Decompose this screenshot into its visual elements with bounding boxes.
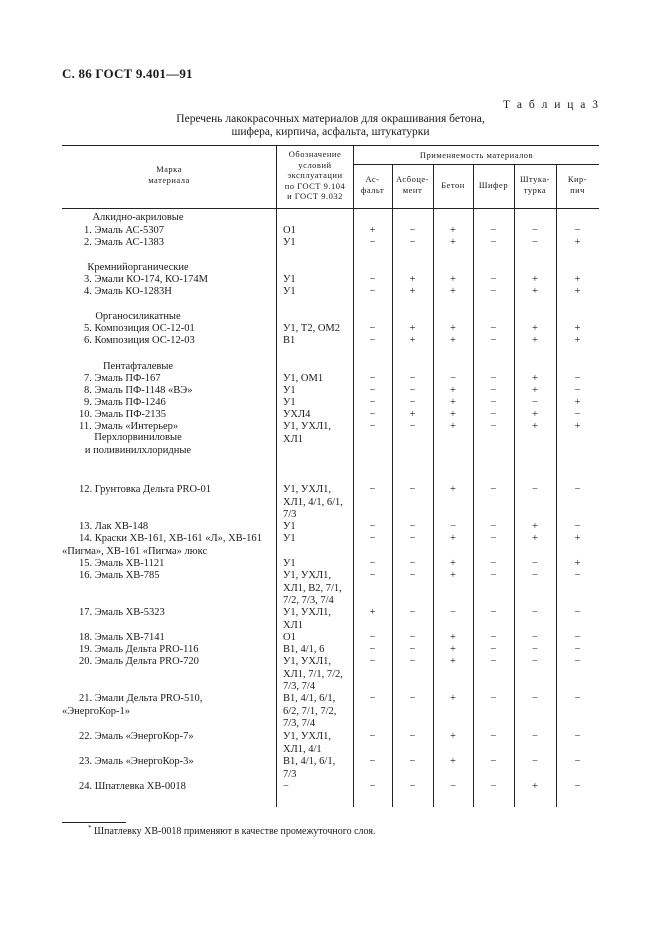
applicability-mark: − xyxy=(409,421,416,432)
material-cell xyxy=(84,397,276,410)
material-line: 18. Эмаль ХВ-7141 xyxy=(79,632,165,643)
conditions-line: ХЛ1, 4/1 xyxy=(283,743,322,755)
applicability-mark: − xyxy=(450,521,456,532)
conditions-cell xyxy=(283,632,296,645)
table-label: Т а б л и ц а 3 xyxy=(502,99,600,111)
applicability-mark: − xyxy=(490,693,497,704)
applicability-mark: − xyxy=(409,373,416,384)
conditions-line: У1, УХЛ1, xyxy=(283,484,331,495)
applicability-mark: − xyxy=(369,533,376,544)
conditions-line: У1 xyxy=(283,237,296,248)
material-cell xyxy=(79,607,271,620)
conditions-line: У1, УХЛ1, xyxy=(283,731,331,742)
conditions-line: В1, 4/1, 6 xyxy=(283,644,325,655)
applicability-mark: − xyxy=(532,756,538,767)
table-top-rule xyxy=(62,145,599,146)
applicability-mark: − xyxy=(574,731,581,742)
footnote-text: Шпатлевку ХВ-0018 применяют в качестве промежуточного слоя. xyxy=(91,826,376,837)
material-cell xyxy=(84,373,276,386)
applicability-mark: + xyxy=(532,521,538,532)
applicability-mark: − xyxy=(490,558,497,569)
material-cell xyxy=(79,558,271,571)
column-divider xyxy=(276,145,277,807)
applicability-mark: − xyxy=(574,644,581,655)
applicability-mark: + xyxy=(450,558,456,569)
material-line: 10. Эмаль ПФ-2135 xyxy=(79,409,167,420)
table-caption xyxy=(0,113,661,139)
material-line: 5. Композиция ОС-12-01 xyxy=(84,323,195,334)
applicability-mark: + xyxy=(450,323,456,334)
applicability-mark: + xyxy=(574,286,581,297)
footnote-rule xyxy=(62,822,126,823)
conditions-line: У1 xyxy=(283,385,296,396)
caption-line: шифера, кирпича, асфальта, штукатурки xyxy=(231,126,430,138)
conditions-cell xyxy=(283,397,296,410)
applicability-mark: − xyxy=(409,756,416,767)
material-line: 15. Эмаль ХВ-1121 xyxy=(79,558,165,569)
conditions-line: ХЛ1, 4/1, 6/1, xyxy=(283,496,343,508)
material-line: 20. Эмаль Дельта PRO-720 xyxy=(79,656,199,667)
applicability-mark: + xyxy=(532,274,538,285)
material-line: 6. Композиция ОС-12-03 xyxy=(84,335,195,346)
conditions-line: У1 xyxy=(283,274,296,285)
material-line: 23. Эмаль «ЭнергоКор-3» xyxy=(79,756,194,767)
applicability-mark: − xyxy=(490,533,497,544)
conditions-cell xyxy=(283,644,324,657)
conditions-line: 6/2, 7/1, 7/2, xyxy=(283,705,337,717)
conditions-line: О1 xyxy=(283,632,296,643)
applicability-mark: − xyxy=(369,570,376,581)
applicability-mark: − xyxy=(532,225,538,236)
applicability-mark: − xyxy=(369,335,376,346)
conditions-line: 7/3 xyxy=(283,509,297,520)
applicability-mark: − xyxy=(490,484,497,495)
material-line: 8. Эмаль ПФ-1148 «ВЭ» xyxy=(84,385,193,396)
applicability-mark: − xyxy=(490,274,497,285)
conditions-line: У1, УХЛ1, xyxy=(283,656,331,667)
applicability-mark: − xyxy=(409,385,416,396)
applicability-mark: + xyxy=(450,274,456,285)
group-heading xyxy=(0,432,276,457)
material-cell xyxy=(84,237,276,250)
header-slate: Шифер xyxy=(478,180,509,190)
applicability-mark: + xyxy=(574,558,581,569)
material-cell xyxy=(79,570,271,583)
header-concrete: Бетон xyxy=(441,180,465,190)
applicability-mark: − xyxy=(532,644,538,655)
material-cell xyxy=(84,225,276,238)
applicability-mark: − xyxy=(532,484,538,495)
applicability-mark: + xyxy=(450,632,456,643)
conditions-line: У1, ОМ1 xyxy=(283,373,324,384)
conditions-line: В1, 4/1, 6/1, xyxy=(283,693,336,704)
applicability-mark: − xyxy=(490,632,497,643)
conditions-line: У1 xyxy=(283,558,296,569)
applicability-mark: − xyxy=(369,521,376,532)
conditions-line: У1 xyxy=(283,286,296,297)
applicability-mark: − xyxy=(490,644,497,655)
conditions-line: У1 xyxy=(283,521,296,532)
applicability-mark: + xyxy=(450,421,456,432)
applicability-mark: − xyxy=(490,409,497,420)
applicability-mark: + xyxy=(532,385,538,396)
conditions-line: О1 xyxy=(283,225,296,236)
material-line: «Пигма», ХВ-161 «Пигма» люкс xyxy=(62,545,208,557)
applicability-mark: − xyxy=(409,397,416,408)
conditions-line: У1 xyxy=(283,397,296,408)
applicability-mark: − xyxy=(532,397,538,408)
applicability-mark: + xyxy=(574,533,581,544)
applicability-mark: − xyxy=(409,533,416,544)
applicability-mark: − xyxy=(409,237,416,248)
material-line: 21. Эмали Дельта PRO-510, xyxy=(79,693,203,704)
applicability-mark: − xyxy=(369,644,376,655)
conditions-line: ХЛ1, 7/1, 7/2, xyxy=(283,668,343,680)
header-brick: Кир- пич xyxy=(567,174,588,195)
applicability-mark: − xyxy=(574,570,581,581)
applicability-mark: + xyxy=(369,607,376,618)
conditions-cell xyxy=(283,409,310,422)
material-line: 9. Эмаль ПФ-1246 xyxy=(84,397,166,408)
conditions-cell xyxy=(283,781,289,794)
applicability-mark: + xyxy=(574,421,581,432)
conditions-cell xyxy=(283,484,343,522)
applicability-mark: − xyxy=(532,570,538,581)
applicability-mark: + xyxy=(574,237,581,248)
group-heading-line: Пентафталевые xyxy=(102,361,174,372)
applicability-mark: + xyxy=(574,274,581,285)
applicability-mark: − xyxy=(490,385,497,396)
applicability-mark: − xyxy=(409,607,416,618)
applicability-mark: − xyxy=(369,656,376,667)
material-cell xyxy=(79,656,271,669)
applicability-mark: − xyxy=(369,274,376,285)
applicability-mark: − xyxy=(490,286,497,297)
applicability-mark: + xyxy=(450,237,456,248)
applicability-mark: − xyxy=(490,731,497,742)
conditions-cell xyxy=(283,693,336,731)
conditions-cell xyxy=(283,237,296,250)
applicability-mark: + xyxy=(369,225,376,236)
applicability-mark: − xyxy=(369,237,376,248)
applicability-mark: − xyxy=(574,484,581,495)
material-line: 13. Лак ХВ-148 xyxy=(79,521,149,532)
applicability-mark: − xyxy=(532,237,538,248)
applicability-mark: − xyxy=(369,385,376,396)
applicability-mark: − xyxy=(409,632,416,643)
group-heading xyxy=(0,311,276,324)
conditions-line: 7/2, 7/3, 7/4 xyxy=(283,595,334,606)
material-line: 7. Эмаль ПФ-167 xyxy=(84,373,161,384)
group-heading xyxy=(0,361,276,374)
material-cell xyxy=(84,323,276,336)
applicability-mark: + xyxy=(532,373,538,384)
applicability-mark: + xyxy=(450,397,456,408)
applicability-mark: − xyxy=(490,421,497,432)
applicability-mark: − xyxy=(490,521,497,532)
applicability-mark: − xyxy=(532,607,538,618)
caption-line: Перечень лакокрасочных материалов для окрашивания бетона, xyxy=(176,113,485,125)
applicability-mark: − xyxy=(409,656,416,667)
conditions-line: − xyxy=(283,781,289,792)
conditions-cell xyxy=(283,385,296,398)
applicability-mark: − xyxy=(490,225,497,236)
conditions-line: В1 xyxy=(283,335,296,346)
applicability-mark: − xyxy=(409,570,416,581)
applicability-mark: − xyxy=(409,731,416,742)
applicability-mark: − xyxy=(574,373,581,384)
conditions-cell xyxy=(283,225,296,238)
material-cell xyxy=(84,274,276,287)
applicability-mark: + xyxy=(532,335,538,346)
applicability-mark: − xyxy=(450,607,456,618)
material-line: 4. Эмаль КО-1283Н xyxy=(84,286,172,297)
conditions-line: ХЛ1 xyxy=(283,433,303,445)
conditions-cell xyxy=(283,521,296,534)
footnote-marker: * xyxy=(88,824,92,832)
applicability-mark: + xyxy=(532,781,538,792)
applicability-mark: + xyxy=(450,731,456,742)
applicability-mark: − xyxy=(490,373,497,384)
applicability-mark: − xyxy=(574,521,581,532)
conditions-cell xyxy=(283,323,340,336)
applicability-mark: − xyxy=(369,632,376,643)
conditions-cell xyxy=(283,607,331,632)
material-cell xyxy=(79,756,271,769)
header-bottom-rule xyxy=(62,208,599,209)
group-heading-line: и поливинилхлоридные xyxy=(84,444,192,456)
applicability-mark: + xyxy=(409,274,416,285)
applicability-mark: − xyxy=(490,656,497,667)
material-cell xyxy=(62,533,271,558)
group-heading xyxy=(0,262,276,275)
applicability-mark: + xyxy=(450,533,456,544)
material-cell xyxy=(79,409,271,422)
group-heading-line: Алкидно-акриловые xyxy=(92,212,184,223)
conditions-line: У1, УХЛ1, xyxy=(283,421,331,432)
conditions-line: У1, Т2, ОМ2 xyxy=(283,323,341,334)
conditions-cell xyxy=(283,656,343,694)
conditions-line: УХЛ4 xyxy=(283,409,311,420)
material-cell xyxy=(79,731,271,744)
applicability-mark: − xyxy=(369,397,376,408)
applicability-mark: + xyxy=(574,335,581,346)
applicability-mark: + xyxy=(532,409,538,420)
applicability-mark: − xyxy=(409,693,416,704)
conditions-cell xyxy=(283,570,342,608)
applicability-mark: − xyxy=(490,607,497,618)
conditions-cell xyxy=(283,286,296,299)
applicability-mark: − xyxy=(409,558,416,569)
applicability-mark: − xyxy=(369,484,376,495)
applicability-mark: − xyxy=(532,632,538,643)
applicability-mark: + xyxy=(532,533,538,544)
header-material: Марка материала xyxy=(148,164,190,185)
material-cell xyxy=(79,484,271,497)
applicability-mark: + xyxy=(450,335,456,346)
conditions-line: 7/3, 7/4 xyxy=(283,681,316,692)
applicability-mark: − xyxy=(574,781,581,792)
applicability-mark: + xyxy=(532,286,538,297)
material-line: 3. Эмали КО-174, КО-174М xyxy=(84,274,208,285)
applicability-mark: + xyxy=(450,409,456,420)
conditions-line: ХЛ1 xyxy=(283,619,303,631)
applicability-mark: + xyxy=(532,421,538,432)
header-asbestos-cement: Асбоце- мент xyxy=(395,174,430,195)
applicability-mark: − xyxy=(369,693,376,704)
conditions-cell xyxy=(283,558,296,571)
material-cell xyxy=(79,521,271,534)
applicability-mark: − xyxy=(574,385,581,396)
material-line: 11. Эмаль «Интерьер» xyxy=(79,421,179,432)
conditions-cell xyxy=(283,274,296,287)
group-heading-line: Кремнийорганические xyxy=(87,262,189,273)
applicability-mark: − xyxy=(574,632,581,643)
footnote xyxy=(88,826,375,837)
applicability-mark: − xyxy=(369,558,376,569)
applicability-mark: + xyxy=(409,323,416,334)
material-cell xyxy=(62,693,271,718)
conditions-line: В1, 4/1, 6/1, xyxy=(283,756,336,767)
applicability-mark: + xyxy=(450,570,456,581)
header-conditions: Обозначение условий эксплуатации по ГОСТ 9.104 и ГОСТ 9.032 xyxy=(284,149,346,201)
applicability-mark: − xyxy=(369,323,376,334)
applicability-mark: + xyxy=(409,335,416,346)
material-cell xyxy=(84,286,276,299)
header-applicability: Применяемость материалов xyxy=(419,150,534,160)
material-line: 12. Грунтовка Дельта PRO-01 xyxy=(79,484,212,495)
applicability-mark: + xyxy=(450,756,456,767)
applicability-mark: − xyxy=(369,373,376,384)
conditions-line: У1 xyxy=(283,533,296,544)
conditions-cell xyxy=(283,373,323,386)
applicability-mark: + xyxy=(450,225,456,236)
applicability-mark: + xyxy=(574,323,581,334)
applicability-mark: + xyxy=(574,397,581,408)
applicability-mark: − xyxy=(532,731,538,742)
applicability-mark: + xyxy=(450,484,456,495)
material-line: 2. Эмаль АС-1383 xyxy=(84,237,164,248)
group-heading-line: Органосиликатные xyxy=(95,311,181,322)
applicability-mark: − xyxy=(532,558,538,569)
applicability-mark: + xyxy=(409,286,416,297)
material-cell xyxy=(84,335,276,348)
conditions-line: У1, УХЛ1, xyxy=(283,570,331,581)
applicability-mark: − xyxy=(574,756,581,767)
conditions-cell xyxy=(283,731,331,756)
applicability-mark: + xyxy=(450,286,456,297)
conditions-line: 7/3 xyxy=(283,768,297,780)
applicability-rule xyxy=(353,164,599,165)
applicability-mark: − xyxy=(490,397,497,408)
applicability-mark: − xyxy=(409,484,416,495)
applicability-mark: − xyxy=(574,693,581,704)
applicability-mark: − xyxy=(450,781,456,792)
material-line: 17. Эмаль ХВ-5323 xyxy=(79,607,165,618)
applicability-mark: − xyxy=(574,225,581,236)
material-line: 16. Эмаль ХВ-785 xyxy=(79,570,160,581)
applicability-mark: − xyxy=(369,756,376,767)
material-cell xyxy=(79,632,271,645)
applicability-mark: + xyxy=(532,323,538,334)
material-line: «ЭнергоКор-1» xyxy=(62,705,130,717)
header-plaster: Штука- турка xyxy=(519,174,551,195)
applicability-mark: − xyxy=(369,421,376,432)
material-line: 19. Эмаль Дельта PRO-116 xyxy=(79,644,199,655)
applicability-mark: − xyxy=(369,409,376,420)
material-line: 1. Эмаль АС-5307 xyxy=(84,225,164,236)
conditions-cell xyxy=(283,421,331,446)
applicability-mark: + xyxy=(450,693,456,704)
applicability-mark: − xyxy=(490,335,497,346)
conditions-cell xyxy=(283,335,295,348)
applicability-mark: − xyxy=(369,731,376,742)
applicability-mark: + xyxy=(450,385,456,396)
applicability-mark: − xyxy=(409,225,416,236)
conditions-line: ХЛ1, В2, 7/1, xyxy=(283,582,342,594)
applicability-mark: + xyxy=(450,656,456,667)
applicability-mark: − xyxy=(532,693,538,704)
conditions-cell xyxy=(283,756,335,781)
applicability-mark: + xyxy=(409,409,416,420)
applicability-mark: − xyxy=(574,607,581,618)
applicability-mark: − xyxy=(409,521,416,532)
group-heading xyxy=(0,212,276,225)
applicability-mark: − xyxy=(450,373,456,384)
applicability-mark: − xyxy=(490,237,497,248)
material-line: 14. Краски ХВ-161, ХВ-161 «Л», ХВ-161 xyxy=(79,533,262,544)
conditions-line: У1, УХЛ1, xyxy=(283,607,331,618)
applicability-mark: − xyxy=(490,323,497,334)
applicability-mark: − xyxy=(574,656,581,667)
material-cell xyxy=(84,385,276,398)
page-header: С. 86 ГОСТ 9.401—91 xyxy=(62,66,193,81)
applicability-mark: − xyxy=(369,781,376,792)
applicability-mark: − xyxy=(369,286,376,297)
applicability-mark: + xyxy=(450,644,456,655)
header-asphalt: Ас- фальт xyxy=(360,174,385,195)
material-cell xyxy=(79,781,271,794)
applicability-mark: − xyxy=(490,570,497,581)
applicability-mark: − xyxy=(490,756,497,767)
material-cell xyxy=(79,421,271,434)
group-heading-line: Перхлорвиниловые xyxy=(94,432,182,443)
material-line: 22. Эмаль «ЭнергоКор-7» xyxy=(79,731,194,742)
material-cell xyxy=(79,644,271,657)
applicability-mark: − xyxy=(574,409,581,420)
conditions-cell xyxy=(283,533,296,546)
applicability-mark: − xyxy=(532,656,538,667)
conditions-line: 7/3, 7/4 xyxy=(283,718,316,729)
applicability-mark: − xyxy=(409,644,416,655)
applicability-mark: − xyxy=(490,781,497,792)
material-line: 24. Шпатлевка ХВ-0018 xyxy=(79,781,186,792)
applicability-mark: − xyxy=(409,781,416,792)
